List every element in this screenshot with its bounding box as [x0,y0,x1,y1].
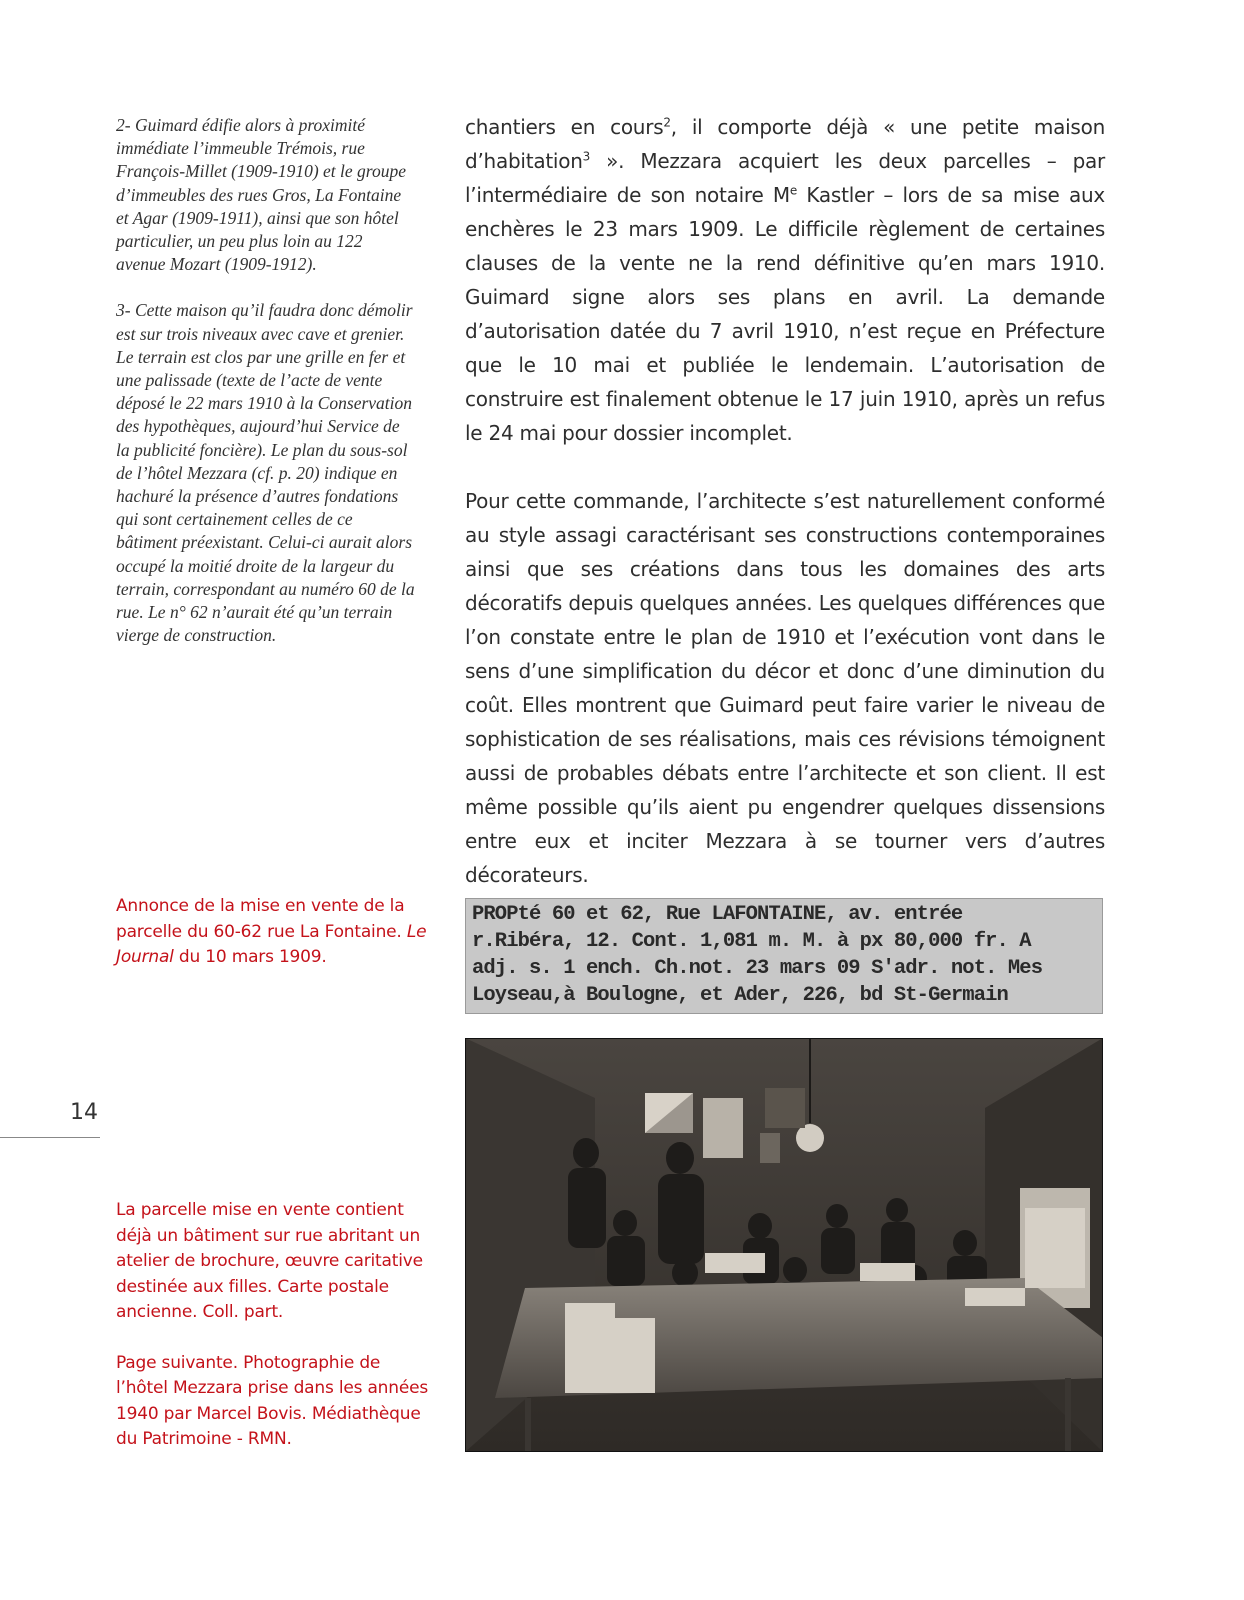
clipping-line: adj. s. 1 ench. Ch.not. 23 mars 09 S'adr. not. Mes [472,957,1043,980]
footnote-ref-3: 3 [582,149,591,164]
main-text-column [465,110,1105,926]
footnote-3: 3- Cette maison qu’il faudra donc démolir est sur trois niveaux avec cave et grenier. Le terrain est clos par une grille en fer et une palissade (texte de l’acte de vente déposé le 22 mars 1910 à la Conservation des hypothèques, aujourd’hui Service de la publicité foncière). Le plan du sous-sol de l’hôtel Mezzara (cf. p. 20) indique en hachuré la présence d’autres fondations qui sont certainement celles de ce bâtiment préexistant. Celui-ci aurait alors occupé la moitié droite de la largeur du terrain, correspondant au numéro 60 de la rue. Le n° 62 n’aurait été qu’un terrain vierge de construction. [116,300,415,646]
workshop-photo [465,1038,1103,1452]
clipping-line: r.Ribéra, 12. Cont. 1,081 m. M. à px 80,000 fr. A [472,930,1031,953]
caption-page-suivante: Page suivante. Photographie de l’hôtel Mezzara prise dans les années 1940 par Marcel Bovis. Médiathèque du Patrimoine - RMN. [116,1352,429,1449]
caption-photo-block [116,1198,436,1478]
clipping-line: PROPté 60 et 62, Rue LAFONTAINE, av. entrée [472,903,963,926]
caption-parcelle: La parcelle mise en vente contient déjà un bâtiment sur rue abritant un atelier de brochure, œuvre caritative destinée aux filles. Carte postale ancienne. Coll. part. [116,1200,423,1322]
superscript-e: e [789,183,798,198]
page-number: 14 [70,1100,98,1125]
body-paragraph-1: chantiers en cours$^2$, il comporte déjà « une petite maison d’habitation$^3$ ». Mezzara acquiert les deux parcelles – par l’intermédiaire de son notaire Me Kastler – lors de sa mise aux enchères le 23 mars 1909. Le difficile règlement de certaines clauses de la vente ne la rend définitive qu’en mars 1910. Guimard signe alors ses plans en avril. La demande d’autorisation datée du 7 avril 1910, n’est reçue en Préfecture que le 10 mai et publiée le lendemain. L’autorisation de construire est finalement obtenue le 17 juin 1910, après un refus le 24 mai pour dossier incomplet. [465,115,1105,445]
newspaper-clipping [465,898,1103,1014]
footnote-2: 2- Guimard édifie alors à proximité immédiate l’immeuble Trémois, rue François-Millet (1909-1910) et le groupe d’immeubles des rues Gros, La Fontaine et Agar (1909-1911), ainsi que son hôtel particulier, un peu plus loin au 122 avenue Mozart (1909-1912). [116,115,406,275]
page-number-rule [0,1137,100,1138]
journal-title: Le Journal [116,921,427,967]
clipping-line: Loyseau,à Boulogne, et Ader, 226, bd St-Germain [472,984,1008,1007]
caption-annonce: Annonce de la mise en vente de la parcelle du 60-62 rue La Fontaine. Le Journal du 10 mars 1909. [116,896,427,967]
footnote-ref-2: 2 [663,115,671,130]
footnotes-column [116,114,416,670]
workshop-photo-illustration [465,1038,1103,1452]
body-paragraph-2: Pour cette commande, l’architecte s’est naturellement conformé au style assagi caractérisant ses constructions contemporaines ainsi que ses créations dans tous les domaines des arts décoratifs depuis quelques années. Les quelques différences que l’on constate entre le plan de 1910 et l’exécution vont dans le sens d’une simplification du décor et donc d’une diminution du coût. Elles montrent que Guimard peut faire varier le niveau de sophistication de ses réalisations, mais ces révisions témoignent aussi de probables débats entre l’architecte et son client. Il est même possible qu’ils aient pu engendrer quelques dissensions entre eux et inciter Mezzara à se tourner vers d’autres décorateurs. [465,489,1105,887]
